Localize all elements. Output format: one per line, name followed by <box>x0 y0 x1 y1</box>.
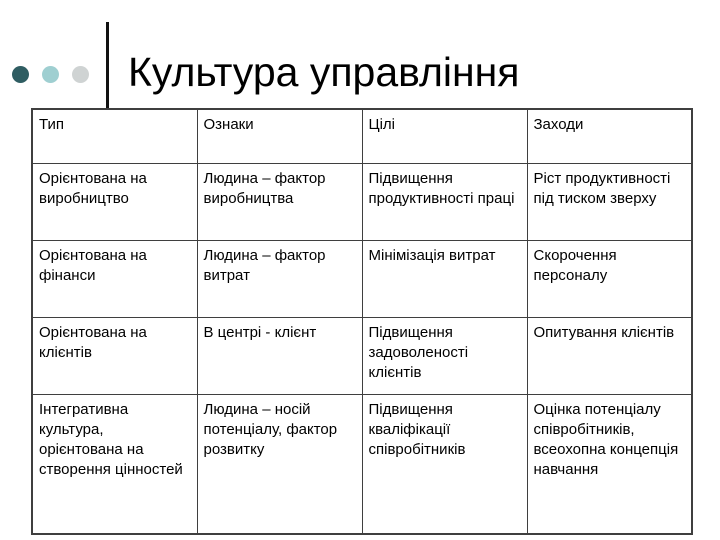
header-cell-type: Тип <box>32 109 197 163</box>
table-cell: Людина – фактор витрат <box>197 240 362 317</box>
decor-dot-light-teal <box>42 66 59 83</box>
table-cell: Опитування клієнтів <box>527 317 692 394</box>
table-cell: Скорочення персоналу <box>527 240 692 317</box>
table-cell: Орієнтована на клієнтів <box>32 317 197 394</box>
table-row <box>32 240 692 317</box>
table-cell: Оцінка потенціалу співробітників, всеохопна концепція навчання <box>527 394 692 534</box>
table-cell: Орієнтована на фінанси <box>32 240 197 317</box>
table-cell: Підвищення кваліфікації співробітників <box>362 394 527 534</box>
table-cell: Інтегративна культура, орієнтована на створення цінностей <box>32 394 197 534</box>
table-cell: Людина – носій потенціалу, фактор розвитку <box>197 394 362 534</box>
table-cell: Ріст продуктивності під тиском зверху <box>527 163 692 240</box>
table-row <box>32 163 692 240</box>
table-cell: В центрі - клієнт <box>197 317 362 394</box>
table-cell: Орієнтована на виробництво <box>32 163 197 240</box>
header-cell-measures: Заходи <box>527 109 692 163</box>
header-cell-features: Ознаки <box>197 109 362 163</box>
table-cell: Підвищення задоволеності клієнтів <box>362 317 527 394</box>
slide-title: Культура управління <box>128 49 520 95</box>
decor-dot-gray <box>72 66 89 83</box>
table-row <box>32 317 692 394</box>
decor-dot-dark <box>12 66 29 83</box>
table-cell: Людина – фактор виробництва <box>197 163 362 240</box>
table-cell: Підвищення продуктивності праці <box>362 163 527 240</box>
header-cell-goals: Цілі <box>362 109 527 163</box>
table-row <box>32 394 692 534</box>
table-header-row <box>32 109 692 163</box>
management-culture-table <box>31 108 693 535</box>
table-cell: Мінімізація витрат <box>362 240 527 317</box>
